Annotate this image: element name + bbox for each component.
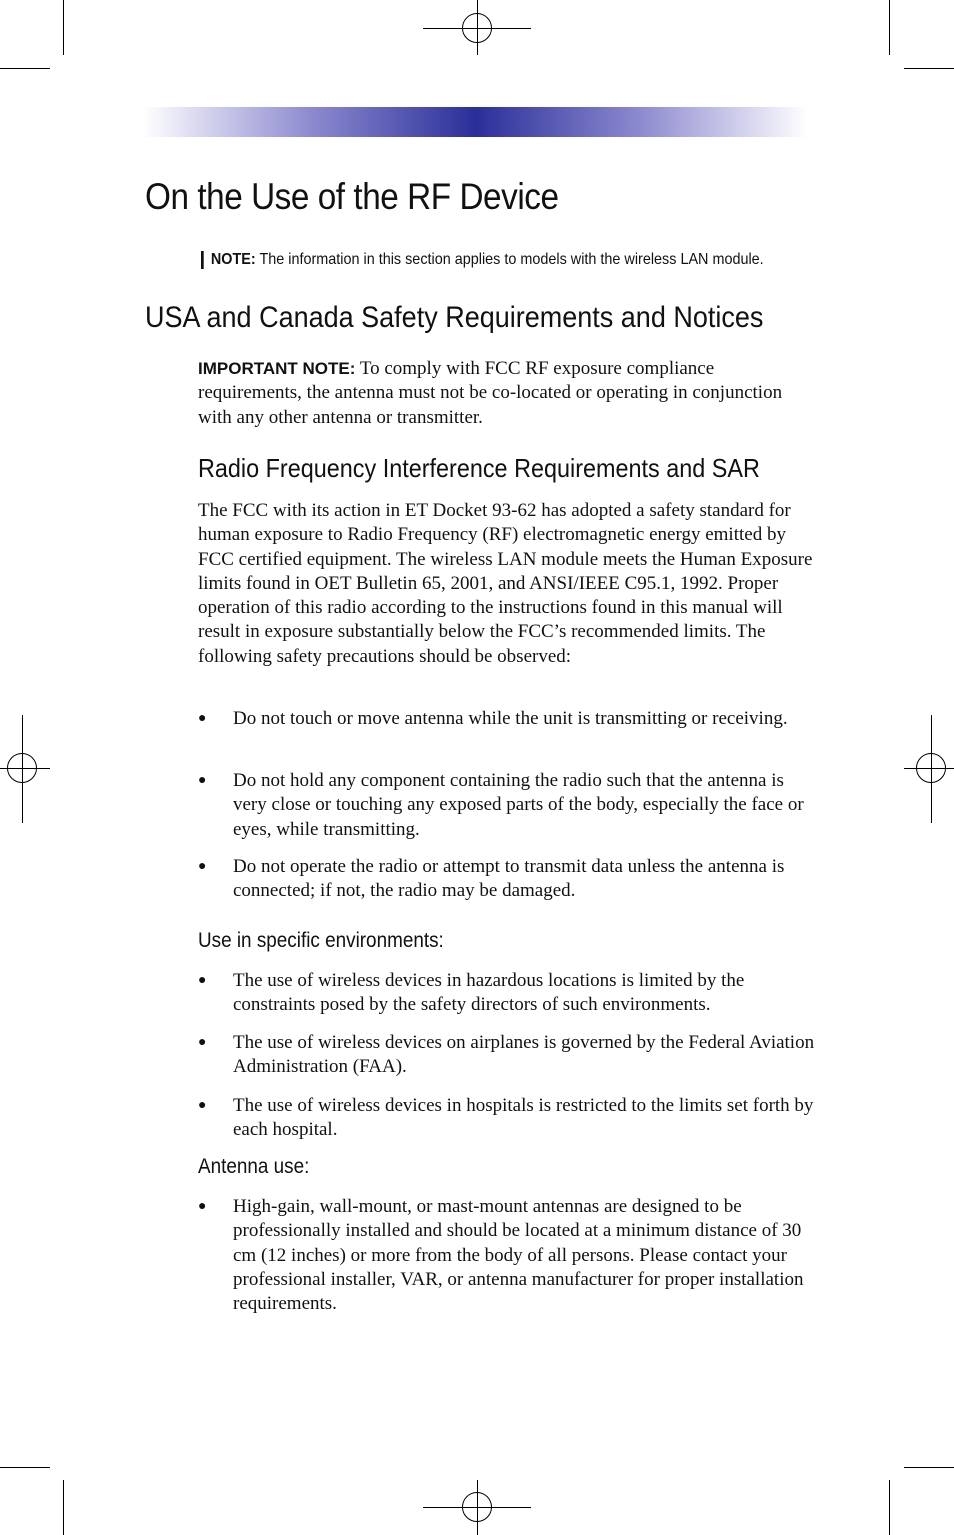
bullet-icon: ● — [198, 859, 207, 874]
crop-mark-bottom-left-v — [63, 1480, 64, 1535]
list-item — [198, 707, 816, 731]
page-title: On the Use of the RF Device — [145, 176, 559, 217]
list-item-text: Do not touch or move antenna while the unit is transmitting or receiving. — [233, 708, 788, 729]
list-item — [198, 1094, 816, 1143]
crop-mark-top-left-h — [0, 68, 50, 69]
bullet-icon: ● — [198, 773, 207, 788]
section-heading: USA and Canada Safety Requirements and Notices — [145, 301, 764, 334]
important-note — [198, 357, 816, 430]
list-item-text: High-gain, wall-mount, or mast-mount antennas are designed to be professionally installed and should be located at a minimum distance of 30 cm (12 inches) or more from the body of all persons. Please contact your professional installer, VAR, or antenna manufacturer for proper installation requirements. — [233, 1196, 804, 1315]
important-note-label: IMPORTANT NOTE: — [198, 359, 356, 378]
crop-mark-top-right-h — [904, 68, 954, 69]
crop-mark-bottom-left-h — [0, 1467, 50, 1468]
bullet-icon: ● — [198, 1199, 207, 1214]
list-item-text: The use of wireless devices in hazardous locations is limited by the constraints posed by the safety directors of such environments. — [233, 970, 745, 1016]
crop-mark-bottom-right-h — [904, 1467, 954, 1468]
note-text: The information in this section applies to models with the wireless LAN module. — [255, 251, 764, 268]
bullet-icon: ● — [198, 1035, 207, 1050]
list-item — [198, 855, 816, 904]
antenna-heading: Antenna use: — [198, 1155, 310, 1178]
environments-heading: Use in specific environments: — [198, 929, 444, 952]
crop-mark-top-left-v — [63, 0, 64, 55]
note — [201, 251, 764, 269]
list-item-text: Do not hold any component containing the radio such that the antenna is very close or touching any exposed parts of the body, especially the face or eyes, while transmitting. — [233, 770, 804, 840]
rf-paragraph: The FCC with its action in ET Docket 93-62 has adopted a safety standard for human exposure to Radio Frequency (RF) electromagnetic energy emitted by FCC certified equipment. The wireless LAN module meets the Human Exposure limits found in OET Bulletin 65, 2001, and ANSI/IEEE C95.1, 1992. Proper operation of this radio according to the instructions found in this manual will result in exposure substantially below the FCC’s recommended limits. The following safety precautions should be observed: — [198, 500, 813, 667]
note-label: NOTE: — [210, 251, 256, 268]
list-item-text: The use of wireless devices in hospitals is restricted to the limits set forth by each hospital. — [233, 1095, 814, 1141]
header-gradient-band — [143, 107, 808, 137]
list-item — [198, 1195, 816, 1316]
bullet-icon: ● — [198, 973, 207, 988]
rf-heading: Radio Frequency Interference Requirements and SAR — [198, 453, 760, 483]
list-item — [198, 1031, 816, 1080]
bullet-icon: ● — [198, 711, 207, 726]
crop-mark-bottom-right-v — [889, 1480, 890, 1535]
important-note-text: To comply with FCC RF exposure compliance requirements, the antenna must not be co-located or operating in conjunction with any other antenna or transmitter. — [198, 358, 783, 428]
list-item — [198, 969, 816, 1018]
crop-mark-top-right-v — [889, 0, 890, 55]
bullet-icon: ● — [198, 1098, 207, 1113]
list-item — [198, 769, 816, 842]
list-item-text: Do not operate the radio or attempt to transmit data unless the antenna is connected; if not, the radio may be damaged. — [233, 856, 785, 902]
list-item-text: The use of wireless devices on airplanes is governed by the Federal Aviation Administration (FAA). — [233, 1032, 815, 1078]
